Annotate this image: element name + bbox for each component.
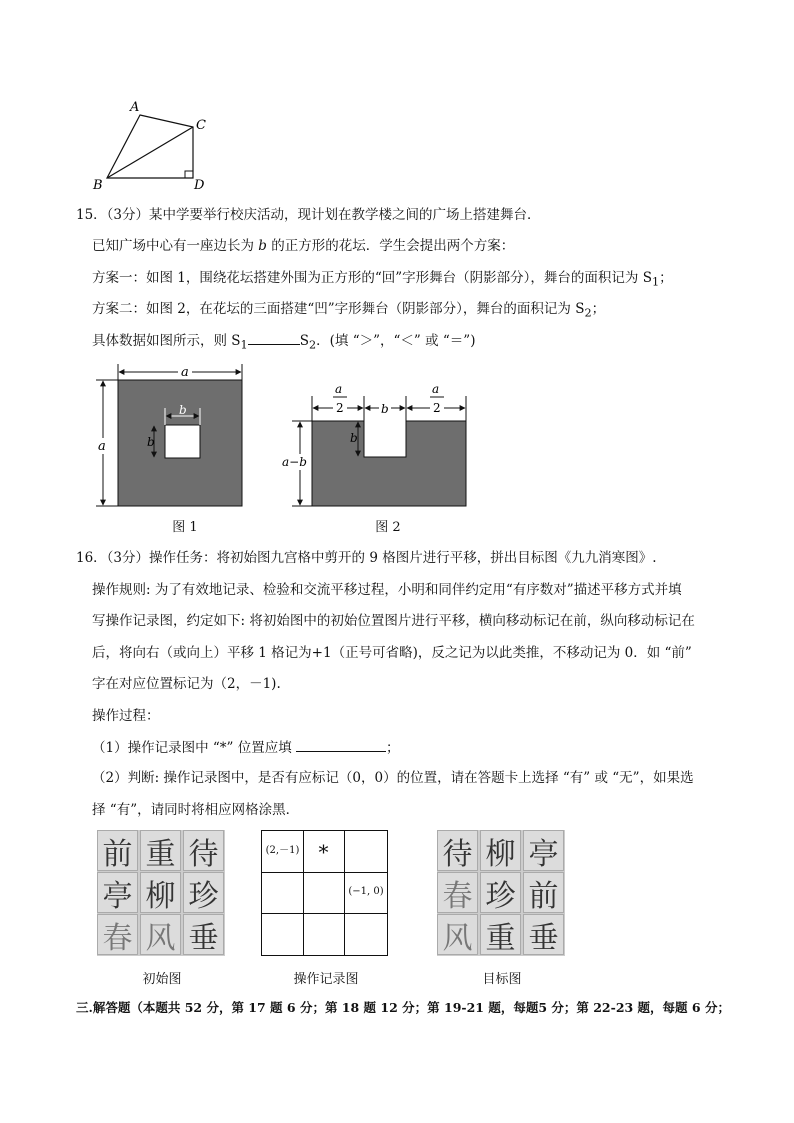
record-caption: 操作记录图: [293, 972, 359, 987]
q16-line4: 后，将向右（或向上）平移 1 格记为+1（正号可省略)，反之记为以此类推，不移动记为 0．如 “前”: [92, 645, 692, 661]
target-tile: 风: [437, 914, 478, 955]
initial-tile: 柳: [140, 872, 181, 913]
label-d: D: [194, 178, 205, 193]
target-tile: 珍: [480, 872, 521, 913]
target-grid: [437, 830, 565, 956]
record-cell[interactable]: (2,－1): [262, 831, 304, 873]
initial-tile: 待: [183, 830, 224, 871]
svg-text:b: b: [179, 403, 187, 417]
record-cell[interactable]: (−1, 0): [345, 872, 387, 914]
svg-text:a−b: a−b: [282, 455, 307, 469]
initial-tile: 前: [97, 830, 138, 871]
section3-title: 三.解答题（本题共 52 分，第 17 题 6 分；第 18 题 12 分；第 19-21 题，每题5 分；第 22-23 题，每题 6 分；: [76, 1000, 730, 1015]
q15-answer-blank[interactable]: [248, 330, 300, 345]
record-cell[interactable]: [303, 872, 345, 914]
q15-line3: 方案一：如图 1，围绕花坛搭建外围为正方形的“回”字形舞台（阴影部分），舞台的面积记为 $S_1$；: [92, 270, 673, 289]
q16-line1: 16．（3分）操作任务：将初始图九宫格中剪开的 9 格图片进行平移，拼出目标图《九九消寒图》.: [76, 550, 657, 566]
record-cell[interactable]: [345, 831, 387, 873]
record-cell[interactable]: [262, 872, 304, 914]
target-tile: 前: [523, 872, 564, 913]
target-tile: 亭: [523, 830, 564, 871]
svg-text:a: a: [432, 382, 440, 396]
initial-tile: 风: [140, 914, 181, 955]
figure-1: [90, 360, 260, 540]
target-tile: 春: [437, 872, 478, 913]
q16-number: 16．（3分）: [76, 550, 150, 566]
fig2-caption: 图 2: [375, 520, 401, 535]
target-tile: 待: [437, 830, 478, 871]
q16-line8: （2）判断: 操作记录图中，是否有应标记（0，0）的位置，请在答题卡上选择 “有” 或 “无”，如果选: [92, 770, 694, 786]
record-grid: [261, 830, 388, 956]
initial-caption: 初始图: [142, 972, 182, 987]
fig1-flowerbed: [165, 425, 200, 458]
q16-line7: （1）操作记录图中 “*” 位置应填 ；: [92, 737, 400, 758]
initial-tile: 垂: [183, 914, 224, 955]
right-angle-mark: [185, 171, 193, 178]
target-tile: 重: [480, 914, 521, 955]
svg-text:2: 2: [336, 401, 344, 415]
svg-text:a: a: [181, 365, 189, 380]
record-cell[interactable]: [345, 914, 387, 956]
q15-line1: 15．（3分）某中学要举行校庆活动，现计划在教学楼之间的广场上搭建舞台．: [76, 207, 541, 223]
figure-2: [278, 370, 478, 540]
initial-tile: 珍: [183, 872, 224, 913]
q16-line3: 写操作记录图，约定如下: 将初始图中的初始位置图片进行平移，横向移动标记在前，纵向移动标记在: [92, 613, 695, 629]
q15-line2: 已知广场中心有一座边长为 b 的正方形的花坛．学生会提出两个方案：: [92, 238, 515, 254]
target-tile: 垂: [523, 914, 564, 955]
svg-text:a: a: [98, 439, 106, 454]
initial-tile: 亭: [97, 872, 138, 913]
q16-line5: 字在对应位置标记为（2，－1).: [92, 676, 281, 692]
record-cell[interactable]: [262, 914, 304, 956]
q15-number: 15．（3分）: [76, 207, 150, 223]
q16-line2: 操作规则: 为了有效地记录、检验和交流平移过程，小明和同伴约定用“有序数对”描述平移方式并填: [92, 582, 682, 598]
fig2-stage-shape: [312, 421, 466, 506]
record-cell[interactable]: [303, 914, 345, 956]
q16-answer-blank[interactable]: [296, 737, 386, 752]
label-b: B: [93, 178, 103, 193]
svg-text:b: b: [350, 431, 358, 445]
label-c: C: [196, 118, 206, 133]
target-caption: 目标图: [482, 972, 522, 987]
quad-outline: [107, 115, 193, 178]
fig1-caption: 图 1: [172, 520, 198, 535]
svg-text:2: 2: [433, 401, 441, 415]
svg-text:b: b: [147, 435, 155, 449]
initial-tile: 重: [140, 830, 181, 871]
q15-line5: 具体数据如图所示，则 $S_1$ $S_2$．(填 “＞”，“＜” 或 “＝”): [92, 330, 475, 356]
svg-text:a: a: [335, 382, 343, 396]
label-a: A: [130, 100, 140, 115]
initial-tile: 春: [97, 914, 138, 955]
initial-grid: [97, 830, 225, 956]
q16-line9: 择 “有”，请同时将相应网格涂黑．: [92, 802, 300, 818]
quadrilateral-figure: [90, 95, 220, 195]
svg-text:b: b: [381, 402, 389, 416]
q16-line6: 操作过程：: [92, 708, 160, 724]
record-cell-star[interactable]: *: [303, 831, 345, 873]
q15-line4: 方案二：如图 2，在花坛的三面搭建“凹”字形舞台（阴影部分），舞台的面积记为 $S_2$；: [92, 301, 606, 320]
target-tile: 柳: [480, 830, 521, 871]
